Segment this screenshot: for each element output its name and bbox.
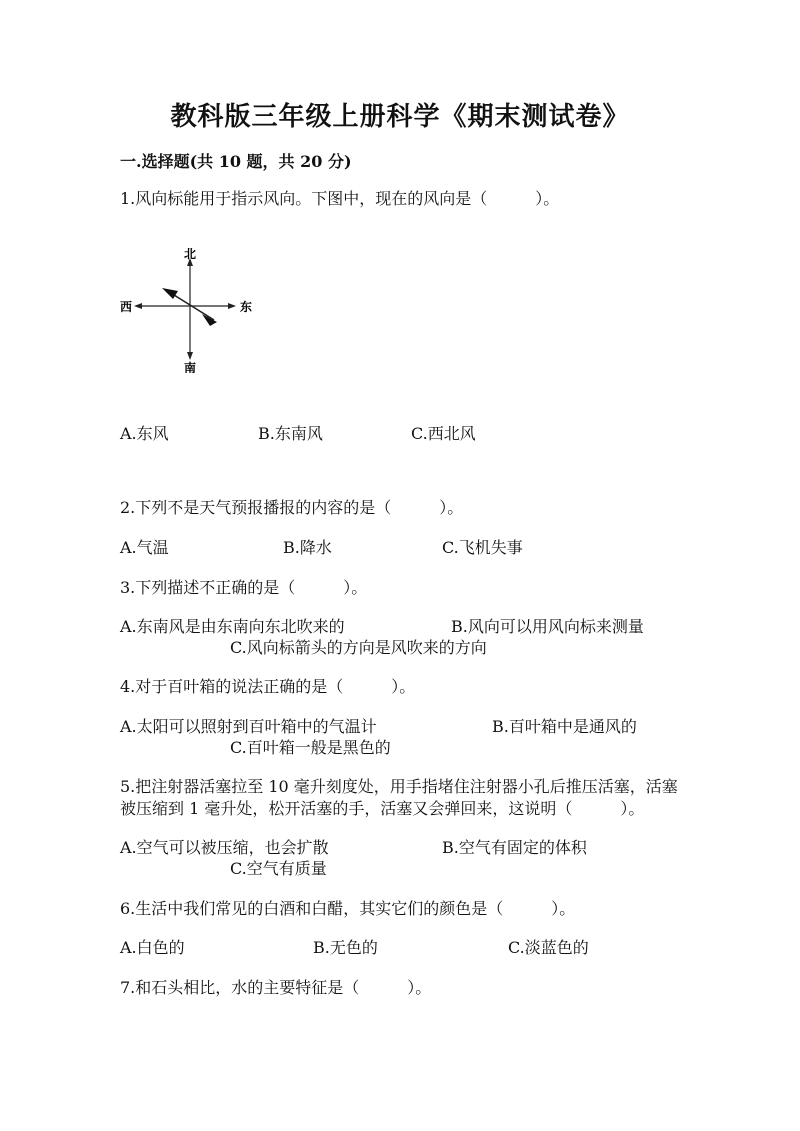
- q4-option-c[interactable]: C.百叶箱一般是黑色的: [230, 738, 391, 757]
- q2-option-c[interactable]: C.飞机失事: [442, 538, 523, 557]
- label-east: 东: [240, 300, 253, 314]
- q5-option-b[interactable]: B.空气有固定的体积: [442, 838, 587, 857]
- q3-option-a[interactable]: A.东南风是由东南向东北吹来的: [120, 617, 345, 636]
- question-2-text: 2.下列不是天气预报播报的内容的是（ ）。: [120, 498, 464, 517]
- question-7-text: 7.和石头相比，水的主要特征是（ ）。: [120, 978, 432, 997]
- q5-option-a[interactable]: A.空气可以被压缩，也会扩散: [120, 838, 329, 857]
- vane-arrow-head: [162, 288, 178, 299]
- section-heading: 一.选择题(共 10 题，共 20 分): [120, 152, 352, 171]
- q1-option-a[interactable]: A.东风: [120, 424, 169, 443]
- label-west: 西: [120, 300, 133, 314]
- q5-option-c[interactable]: C.空气有质量: [230, 859, 327, 878]
- q1-option-c[interactable]: C.西北风: [411, 424, 476, 443]
- q2-option-b[interactable]: B.降水: [283, 538, 332, 557]
- q2-option-a[interactable]: A.气温: [120, 538, 169, 557]
- question-5-text: 5.把注射器活塞拉至 10 毫升刻度处，用手指堵住注射器小孔后推压活塞，活塞被压缩到 1 毫升处，松开活塞的手，活塞又会弹回来，这说明（ ）。: [120, 777, 678, 818]
- question-1-text: 1.风向标能用于指示风向。下图中，现在的风向是（ ）。: [120, 189, 560, 208]
- q3-option-b[interactable]: B.风向可以用风向标来测量: [451, 617, 644, 636]
- wind-vane-figure: [118, 248, 258, 373]
- question-6-text: 6.生活中我们常见的白酒和白醋，其实它们的颜色是（ ）。: [120, 899, 576, 918]
- q6-option-a[interactable]: A.白色的: [120, 938, 185, 957]
- question-3-text: 3.下列描述不正确的是（ ）。: [120, 578, 368, 597]
- wind-vane-diagram: [118, 248, 258, 373]
- q4-option-b[interactable]: B.百叶箱中是通风的: [492, 717, 637, 736]
- label-south: 南: [184, 361, 197, 373]
- q3-option-c[interactable]: C.风向标箭头的方向是风吹来的方向: [230, 638, 487, 657]
- east-arrowhead: [228, 303, 236, 309]
- q6-option-b[interactable]: B.无色的: [313, 938, 378, 957]
- q4-option-a[interactable]: A.太阳可以照射到百叶箱中的气温计: [120, 717, 377, 736]
- south-arrowhead: [187, 352, 193, 360]
- label-north: 北: [184, 248, 197, 261]
- vane-tail: [202, 314, 217, 326]
- q1-option-b[interactable]: B.东南风: [258, 424, 323, 443]
- question-4-text: 4.对于百叶箱的说法正确的是（ ）。: [120, 677, 416, 696]
- page-title: 教科版三年级上册科学《期末测试卷》: [170, 102, 630, 132]
- q6-option-c[interactable]: C.淡蓝色的: [508, 938, 589, 957]
- west-arrowhead: [134, 303, 142, 309]
